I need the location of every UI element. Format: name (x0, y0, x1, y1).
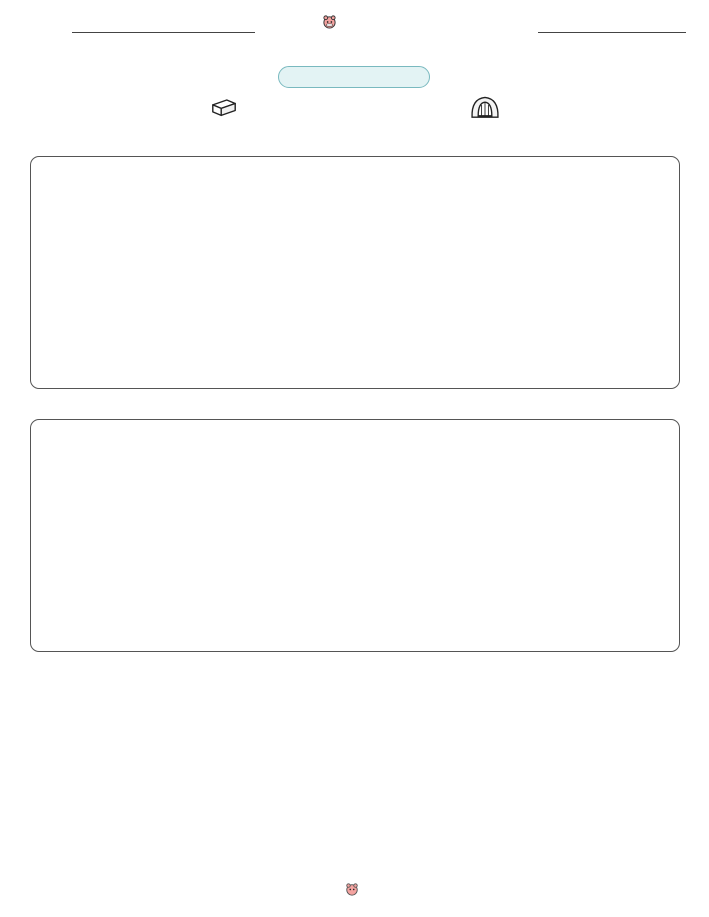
footer (0, 882, 709, 896)
storypie-mascot-icon (322, 14, 337, 29)
activity-badge (278, 66, 430, 88)
image2-panel[interactable] (30, 419, 680, 652)
name-line[interactable] (72, 32, 255, 33)
brand-logo (322, 14, 340, 29)
title-oven-arch-icon (470, 94, 500, 125)
storypie-mascot-icon (345, 882, 359, 896)
image1-panel (30, 156, 680, 389)
date-line[interactable] (538, 32, 686, 33)
title-butter-icon (210, 96, 238, 123)
